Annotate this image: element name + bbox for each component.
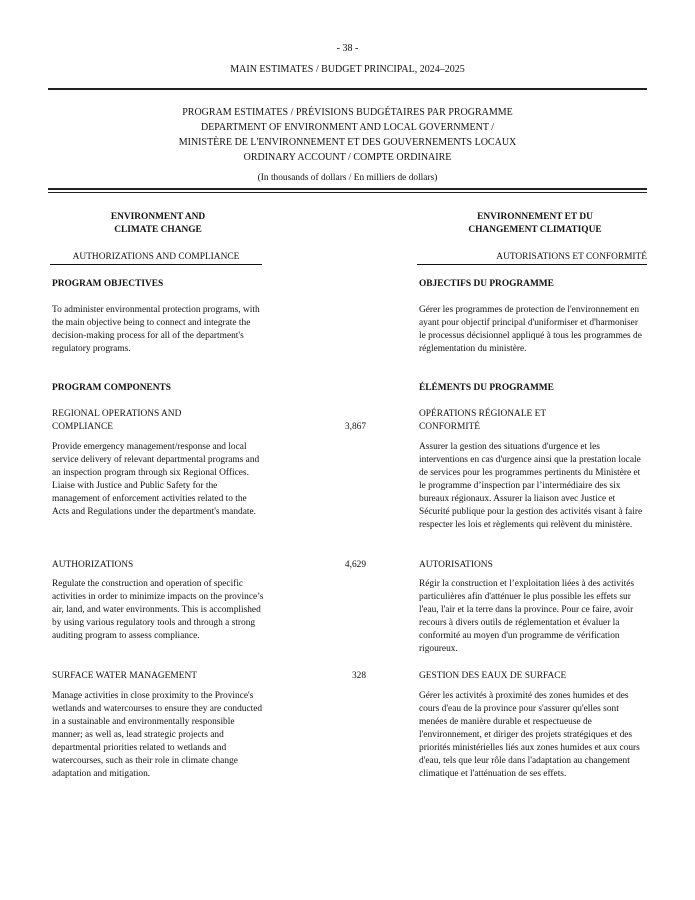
component-text-fr: Régir la construction et l’exploitation liées à des activités particulières afin d'atténuer le plus possible les effets sur l'eau, l'air et la terre dans la province. Pour ce faire, avoir recours à divers outils de réglementation et évaluer la conformité au moyen d'un programme de vérification rigoureux. — [419, 579, 635, 654]
section-title-en-line-2: CLIMATE CHANGE — [114, 225, 202, 235]
component-text-fr: Gérer les activités à proximité des zones humides et des cours d'eau de la province pour s'assurer qu'elles sont menées de manière durable et respectueuse de l'environnement, et diriger des projets stratégiques et des priorités ministérielles liés aux zones humides et aux cours d'eau, tels que leur rôle dans l'adaptation au changement climatique et l'atténuation de ses effets. — [419, 691, 640, 779]
component-text-en: Manage activities in close proximity to the Province's wetlands and watercourses to ensure they are conducted in a sustainable and environmentally responsible manner; as well as, lead strategic projects and departmental priorities related to wetlands and watercourses, such as their role in climate change adaptation and mitigation. — [52, 691, 263, 779]
component-text-fr: Assurer la gestion des situations d'urgence et les interventions en cas d'urgence ainsi que la prestation locale de services pour les programmes pertinents du Ministère et le programme d’inspection par l’intermédiaire des six bureaux régionaux. Assurer la liaison avec Justice et Sécurité publique pour la gestion des activités visant à faire respecter les lois et règlements qui relèvent du ministère. — [419, 442, 643, 530]
section-title-fr-line-2: CHANGEMENT CLIMATIQUE — [468, 225, 602, 235]
component-title-fr: GESTION DES EAUX DE SURFACE — [419, 671, 567, 681]
header-line-5: (In thousands of dollars / En milliers de dollars) — [257, 173, 438, 183]
component-title-en: SURFACE WATER MANAGEMENT — [52, 671, 197, 681]
page-number: - 38 - — [336, 43, 359, 54]
component-title-fr-line-2: CONFORMITÉ — [419, 422, 480, 432]
component-title-fr-line-1: OPÉRATIONS RÉGIONALE ET — [419, 409, 547, 419]
component-title-en-line-1: REGIONAL OPERATIONS AND — [52, 409, 182, 419]
running-title: MAIN ESTIMATES / BUDGET PRINCIPAL, 2024–2025 — [230, 64, 465, 75]
subsection-title-fr: AUTORISATIONS ET CONFORMITÉ — [417, 251, 647, 265]
section-title-en-line-1: ENVIRONMENT AND — [110, 212, 206, 222]
component-text-en: Regulate the construction and operation of specific activities in order to minimize impacts on the province’s air, land, and water environments. This is accomplished by using various regulatory tools and through a strong auditing program to assess compliance. — [52, 579, 264, 641]
component-title-en-line-2: COMPLIANCE — [52, 422, 113, 432]
section-title-fr — [430, 211, 640, 237]
section-title-en — [56, 211, 260, 237]
header-rule-top — [48, 88, 647, 90]
components-heading-fr: ÉLÉMENTS DU PROGRAMME — [419, 383, 554, 393]
header-line-4: ORDINARY ACCOUNT / COMPTE ORDINAIRE — [243, 152, 452, 163]
objectives-heading-en: PROGRAM OBJECTIVES — [52, 279, 164, 289]
subsection-title-en: AUTHORIZATIONS AND COMPLIANCE — [50, 251, 262, 265]
section-title-fr-line-1: ENVIRONNEMENT ET DU — [477, 212, 593, 222]
component-title-en — [52, 408, 264, 434]
component-title-fr — [419, 408, 647, 434]
component-title-en: AUTHORIZATIONS — [52, 560, 134, 570]
objectives-text-fr: Gérer les programmes de protection de l'environnement en ayant pour objectif principal d'uniformiser et d'harmoniser le processus décisionnel appliqué à tous les programmes de réglementation du ministère. — [419, 305, 642, 354]
header-line-3: MINISTÈRE DE L'ENVIRONNEMENT ET DES GOUVERNEMENTS LOCAUX — [178, 137, 517, 148]
component-amount: 4,629 — [344, 560, 366, 570]
header-line-1: PROGRAM ESTIMATES / PRÉVISIONS BUDGÉTAIRES PAR PROGRAMME — [182, 107, 513, 118]
header-rule-double-2 — [48, 192, 647, 194]
component-amount: 328 — [351, 671, 366, 681]
component-amount: 3,867 — [344, 422, 366, 432]
components-heading-en: PROGRAM COMPONENTS — [52, 383, 172, 393]
header-line-2: DEPARTMENT OF ENVIRONMENT AND LOCAL GOVERNMENT / — [200, 122, 495, 133]
objectives-heading-fr: OBJECTIFS DU PROGRAMME — [419, 279, 554, 289]
objectives-text-en: To administer environmental protection programs, with the main objective being to connect and integrate the decision-making process for all of the department's regulatory programs. — [52, 305, 260, 354]
component-title-fr: AUTORISATIONS — [419, 560, 493, 570]
component-text-en: Provide emergency management/response and local service delivery of relevant departmental programs and an inspection program through six Regional Offices. Liaise with Justice and Public Safety for the management of enforcement activities related to the Acts and Regulations under the department's mandate. — [52, 442, 260, 517]
header-rule-double-1 — [48, 188, 647, 190]
